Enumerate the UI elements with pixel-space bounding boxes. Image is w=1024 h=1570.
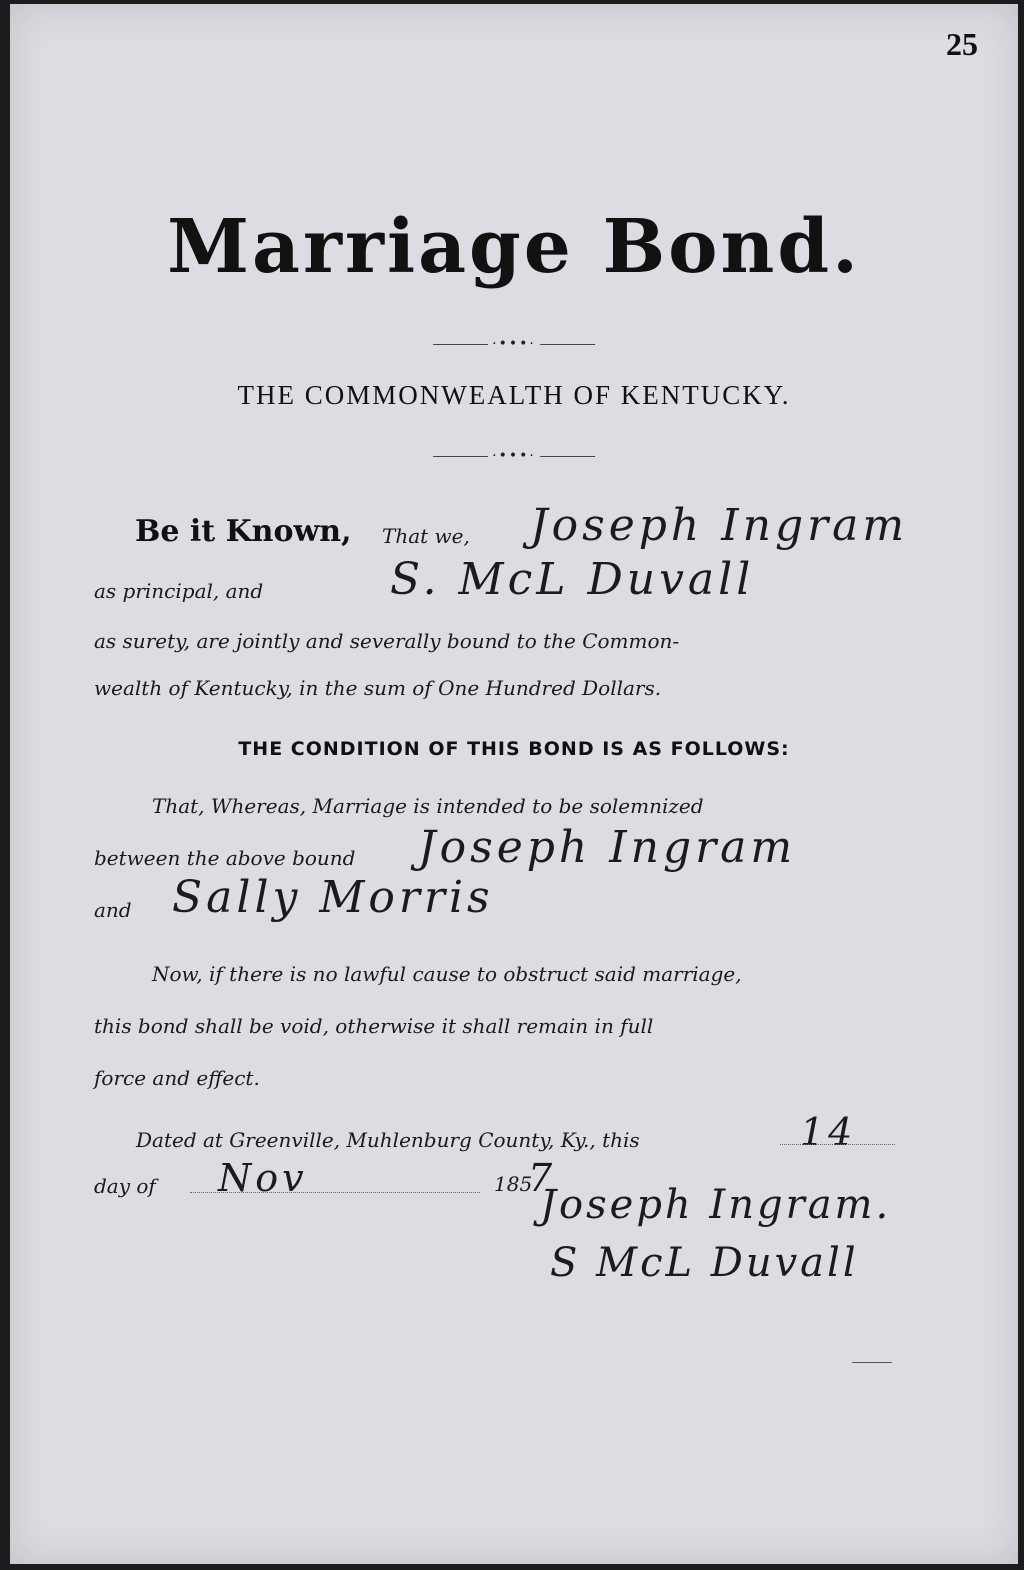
month-handwritten: Nov (218, 1156, 308, 1200)
whereas-text-line: That, Whereas, Marriage is intended to be solemnized (152, 794, 704, 818)
year-prefix-label: 185 (494, 1172, 533, 1196)
document-page (10, 4, 1018, 1564)
closing-rule (852, 1362, 892, 1363)
bride-name-handwritten: Sally Morris (172, 872, 494, 923)
now-text-line: Now, if there is no lawful cause to obstruct said marriage, (152, 962, 742, 986)
commonwealth-heading: THE COMMONWEALTH OF KENTUCKY. (237, 380, 791, 410)
as-principal-label: as principal, and (94, 579, 264, 603)
be-it-known-label: Be it Known, (135, 514, 352, 549)
dated-text-line: Dated at Greenville, Muhlenburg County, Ky., this (136, 1128, 640, 1152)
ornament-divider-bottom: ·•••· (429, 448, 599, 464)
wealth-text-line: wealth of Kentucky, in the sum of One Hundred Dollars. (94, 676, 662, 700)
day-of-label: day of (94, 1174, 156, 1198)
between-label: between the above bound (94, 846, 356, 870)
surety-name-handwritten: S. McL Duvall (390, 554, 755, 605)
page-number: 25 (946, 26, 978, 62)
month-dotted-line (190, 1192, 480, 1193)
principal-signature: Joseph Ingram. (540, 1182, 892, 1228)
principal-name-handwritten: Joseph Ingram (530, 500, 909, 551)
and-label: and (94, 898, 132, 922)
surety-text-line: as surety, are jointly and severally bound to the Common- (94, 629, 680, 653)
groom-name-handwritten: Joseph Ingram (418, 822, 797, 873)
that-we-label: That we, (382, 524, 470, 548)
surety-signature: S McL Duvall (550, 1240, 859, 1286)
day-dotted-line (780, 1144, 895, 1145)
force-text-line: force and effect. (94, 1066, 260, 1090)
ornament-divider-top: ·•••· (429, 336, 599, 352)
year-digit-handwritten: 7 (528, 1156, 557, 1200)
day-handwritten: 14 (800, 1110, 857, 1154)
void-text-line: this bond shall be void, otherwise it shall remain in full (94, 1014, 654, 1038)
condition-heading: THE CONDITION OF THIS BOND IS AS FOLLOWS: (238, 738, 790, 760)
page-title: Marriage Bond. (167, 204, 861, 290)
